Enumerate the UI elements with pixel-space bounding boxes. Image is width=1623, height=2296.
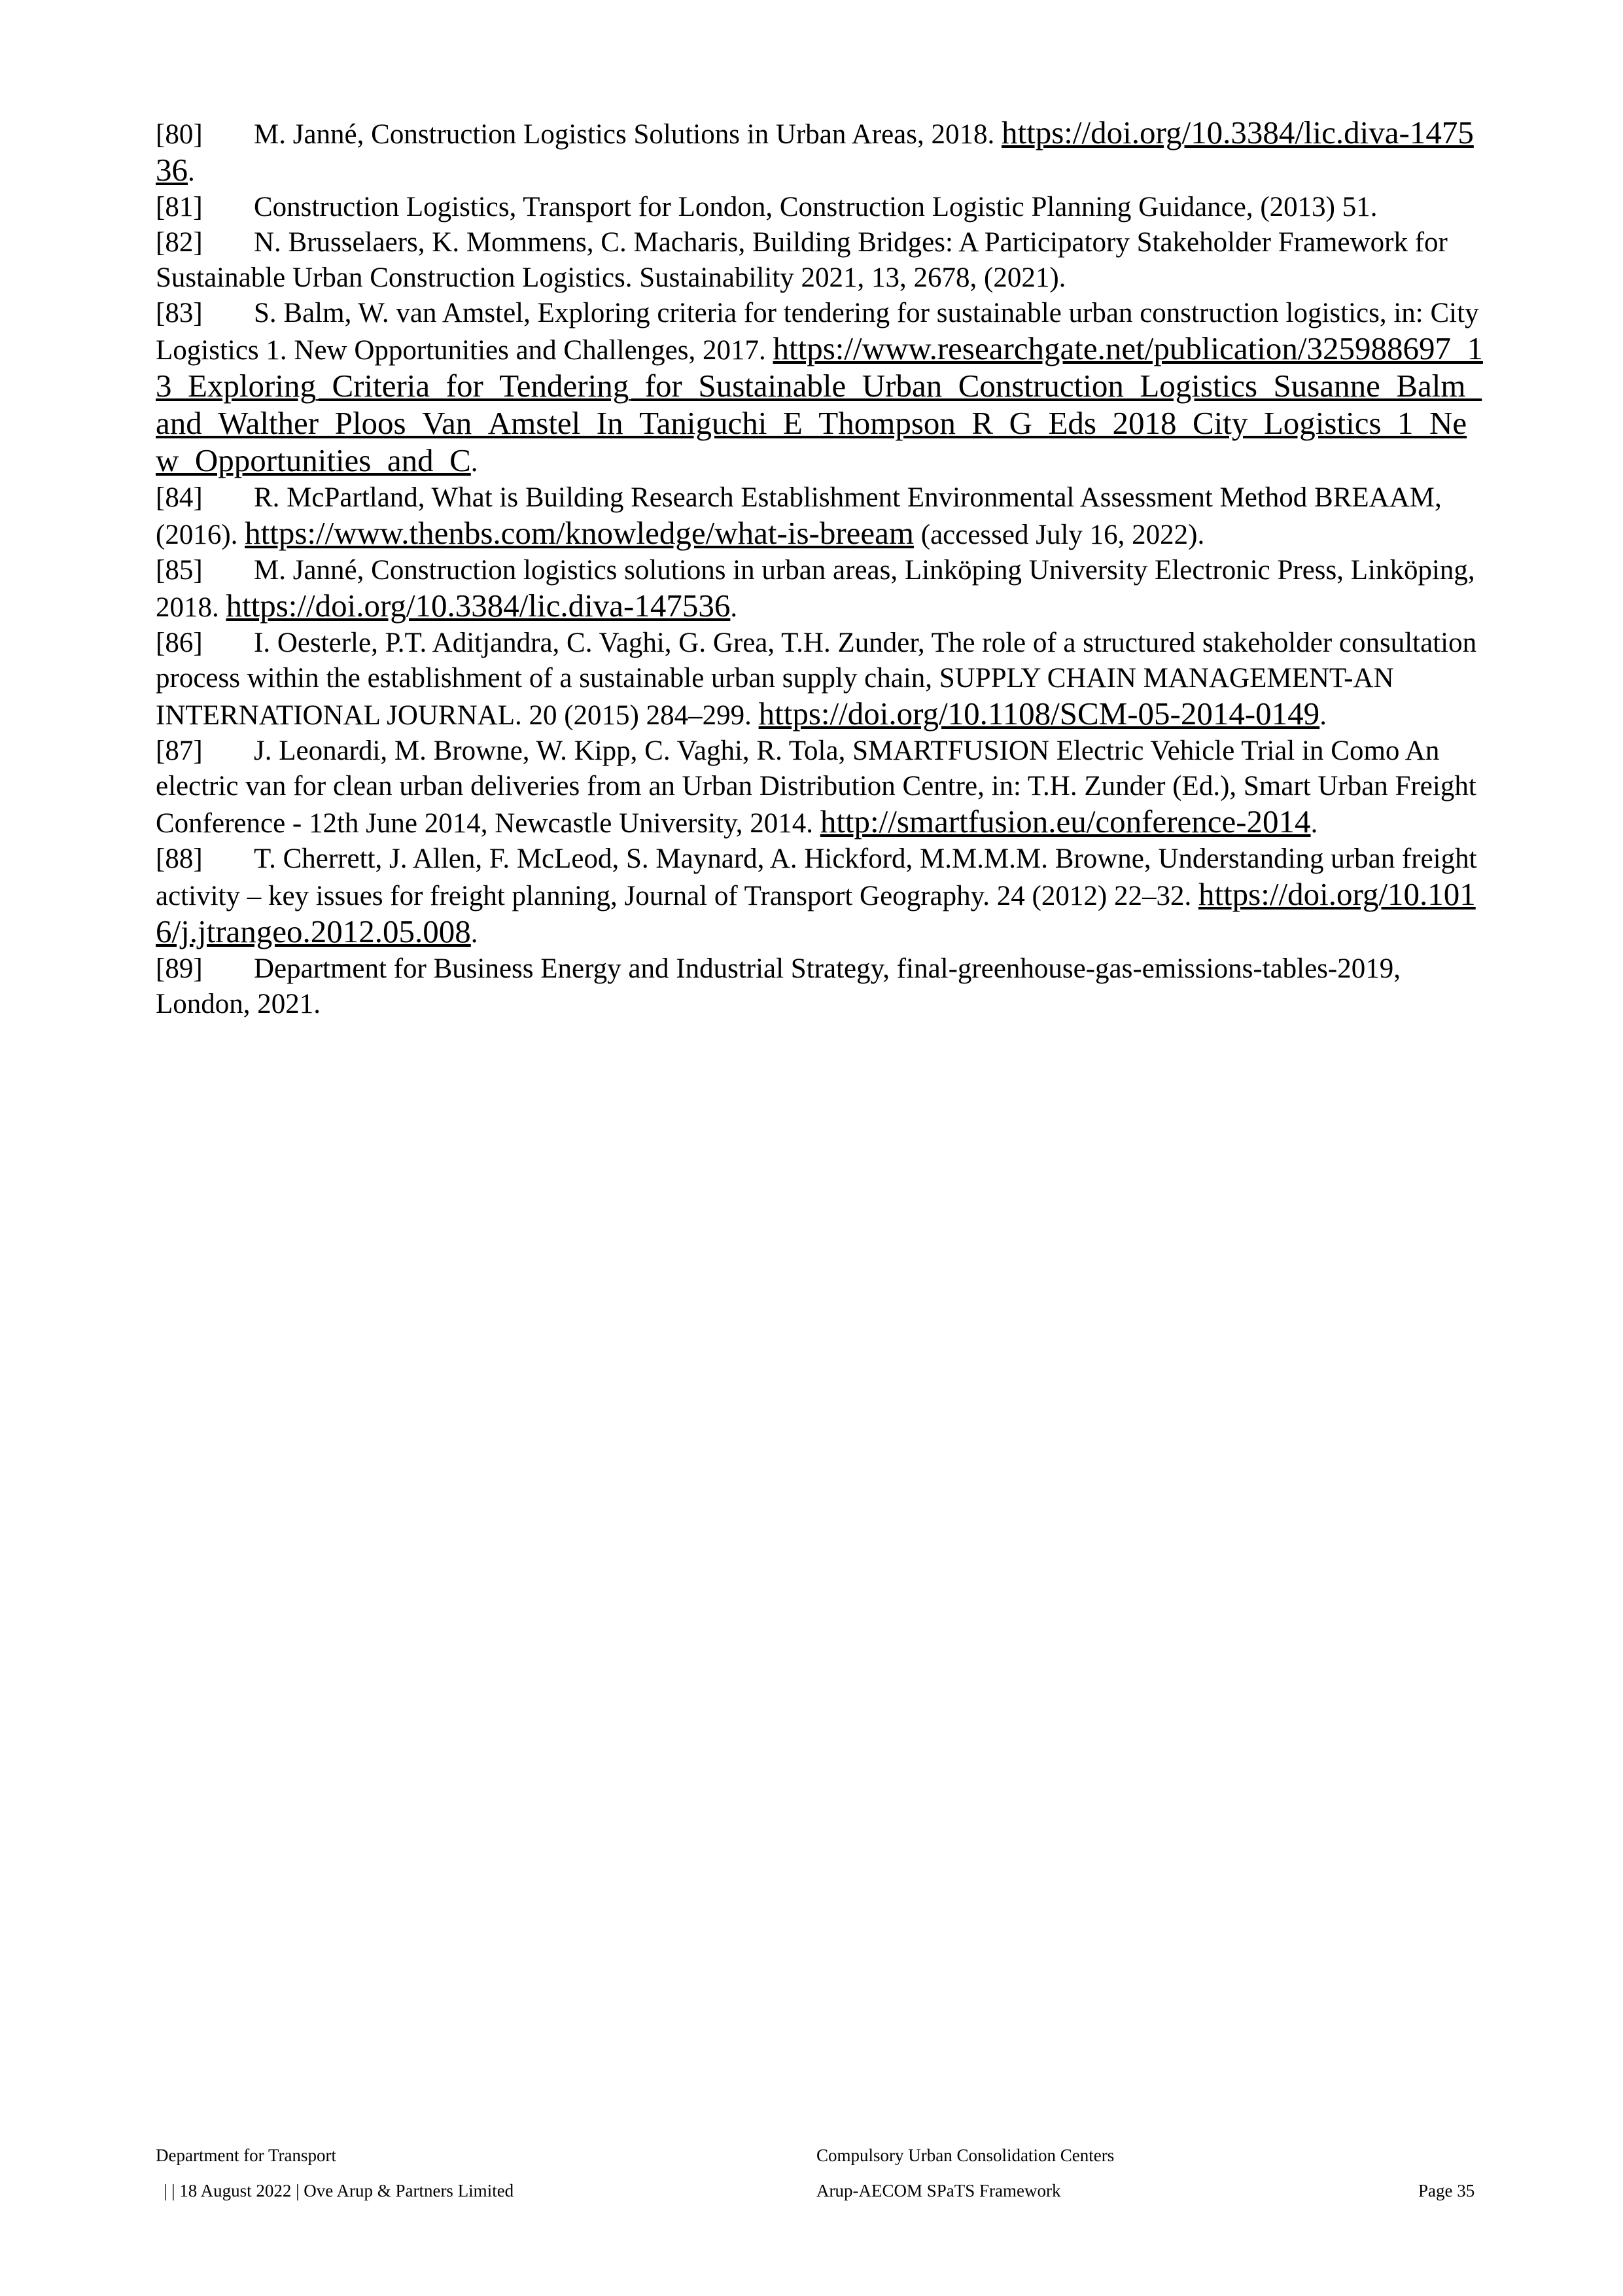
- reference-number: [86]: [156, 627, 203, 658]
- reference-tail: .: [470, 447, 478, 478]
- reference-entry: [156, 626, 1484, 733]
- reference-link[interactable]: https://doi.org/10.1108/SCM-05-2014-0149: [758, 696, 1320, 732]
- reference-number: [88]: [156, 843, 203, 874]
- reference-entry: [156, 296, 1484, 480]
- reference-entry: [156, 841, 1484, 951]
- reference-entry: [156, 733, 1484, 841]
- reference-entry: [156, 553, 1484, 626]
- reference-text: J. Leonardi, M. Browne, W. Kipp, C. Vaghi, R. Tola, SMARTFUSION Electric Vehicle Trial in Como An electric van for clean urban deliveries from an Urban Distribution Centre, in: T.H. Zunder (Ed.), Smart Urban Freight Conference - 12th June 2014, Newcastle University, 2014.: [156, 735, 1476, 839]
- reference-entry: [156, 480, 1484, 553]
- reference-text: S. Balm, W. van Amstel, Exploring criteria for tendering for sustainable urban construction logistics, in: City Logistics 1. New Opportunities and Challenges, 2017.: [156, 298, 1479, 366]
- reference-text: Construction Logistics, Transport for London, Construction Logistic Planning Guidance, (2013) 51.: [254, 192, 1378, 222]
- reference-link[interactable]: https://doi.org/10.3384/lic.diva-147536: [226, 588, 731, 624]
- reference-link[interactable]: https://doi.org/10.3384/lic.diva-147536: [156, 115, 1474, 188]
- reference-link[interactable]: https://doi.org/10.1016/j.jtrangeo.2012.05.008: [156, 876, 1476, 949]
- reference-text: R. McPartland, What is Building Research Establishment Environmental Assessment Method BREAAM, (2016).: [156, 482, 1442, 550]
- footer-framework: Arup-AECOM SPaTS Framework: [816, 2181, 1061, 2200]
- reference-entry: [156, 951, 1484, 1022]
- footer-issue: | | 18 August 2022 | Ove Arup & Partners Limited: [164, 2181, 514, 2200]
- reference-number: [84]: [156, 482, 203, 513]
- reference-number: [82]: [156, 227, 203, 258]
- reference-tail: .: [470, 918, 478, 949]
- reference-text: I. Oesterle, P.T. Aditjandra, C. Vaghi, G. Grea, T.H. Zunder, The role of a structured stakeholder consultation process within the establishment of a sustainable urban supply chain, SUPPLY CHAIN MANAGEMENT-AN INTERNATIONAL JOURNAL. 20 (2015) 284–299.: [156, 627, 1477, 731]
- reference-number: [81]: [156, 192, 203, 222]
- reference-entry: [156, 115, 1484, 190]
- reference-tail: (accessed July 16, 2022).: [914, 520, 1205, 550]
- reference-link[interactable]: https://www.thenbs.com/knowledge/what-is-breeam: [245, 515, 915, 551]
- reference-text: M. Janné, Construction Logistics Solutions in Urban Areas, 2018.: [254, 119, 1002, 150]
- reference-number: [89]: [156, 953, 203, 984]
- reference-tail: .: [1319, 700, 1327, 731]
- reference-number: [80]: [156, 119, 203, 150]
- reference-number: [85]: [156, 555, 203, 586]
- reference-tail: .: [1310, 808, 1318, 839]
- reference-tail: .: [730, 592, 738, 623]
- reference-entry: [156, 225, 1484, 296]
- reference-link[interactable]: http://smartfusion.eu/conference-2014: [820, 804, 1311, 839]
- reference-text: M. Janné, Construction logistics solutions in urban areas, Linköping University Electronic Press, Linköping, 2018.: [156, 555, 1475, 623]
- footer-project: Compulsory Urban Consolidation Centers: [816, 2146, 1115, 2165]
- reference-list: [156, 115, 1484, 1022]
- reference-text: N. Brusselaers, K. Mommens, C. Macharis, Building Bridges: A Participatory Stakeholder Framework for Sustainable Urban Construction Logistics. Sustainability 2021, 13, 2678, (2021).: [156, 227, 1448, 293]
- reference-number: [87]: [156, 735, 203, 766]
- reference-text: T. Cherrett, J. Allen, F. McLeod, S. Maynard, A. Hickford, M.M.M.M. Browne, Understanding urban freight activity – key issues for freight planning, Journal of Transport Geography. 24 (2012) 22–32.: [156, 843, 1477, 911]
- reference-link[interactable]: https://www.researchgate.net/publication/325988697_13_Exploring_Criteria_for_Tendering_for_Sustainable_Urban_Construction_Logistics_Susanne_Balm_and_Walther_Ploos_Van_Amstel_In_Taniguchi_E_Thompson_R_G_Eds_2018_City_Logistics_1_New_Opportunities_and_C: [156, 330, 1483, 478]
- reference-entry: [156, 190, 1484, 225]
- reference-tail: .: [188, 156, 195, 187]
- reference-text: Department for Business Energy and Industrial Strategy, final-greenhouse-gas-emissions-tables-2019, London, 2021.: [156, 953, 1401, 1019]
- footer-client: Department for Transport: [156, 2146, 336, 2165]
- footer-page-number: Page 35: [1418, 2181, 1475, 2200]
- reference-number: [83]: [156, 298, 203, 328]
